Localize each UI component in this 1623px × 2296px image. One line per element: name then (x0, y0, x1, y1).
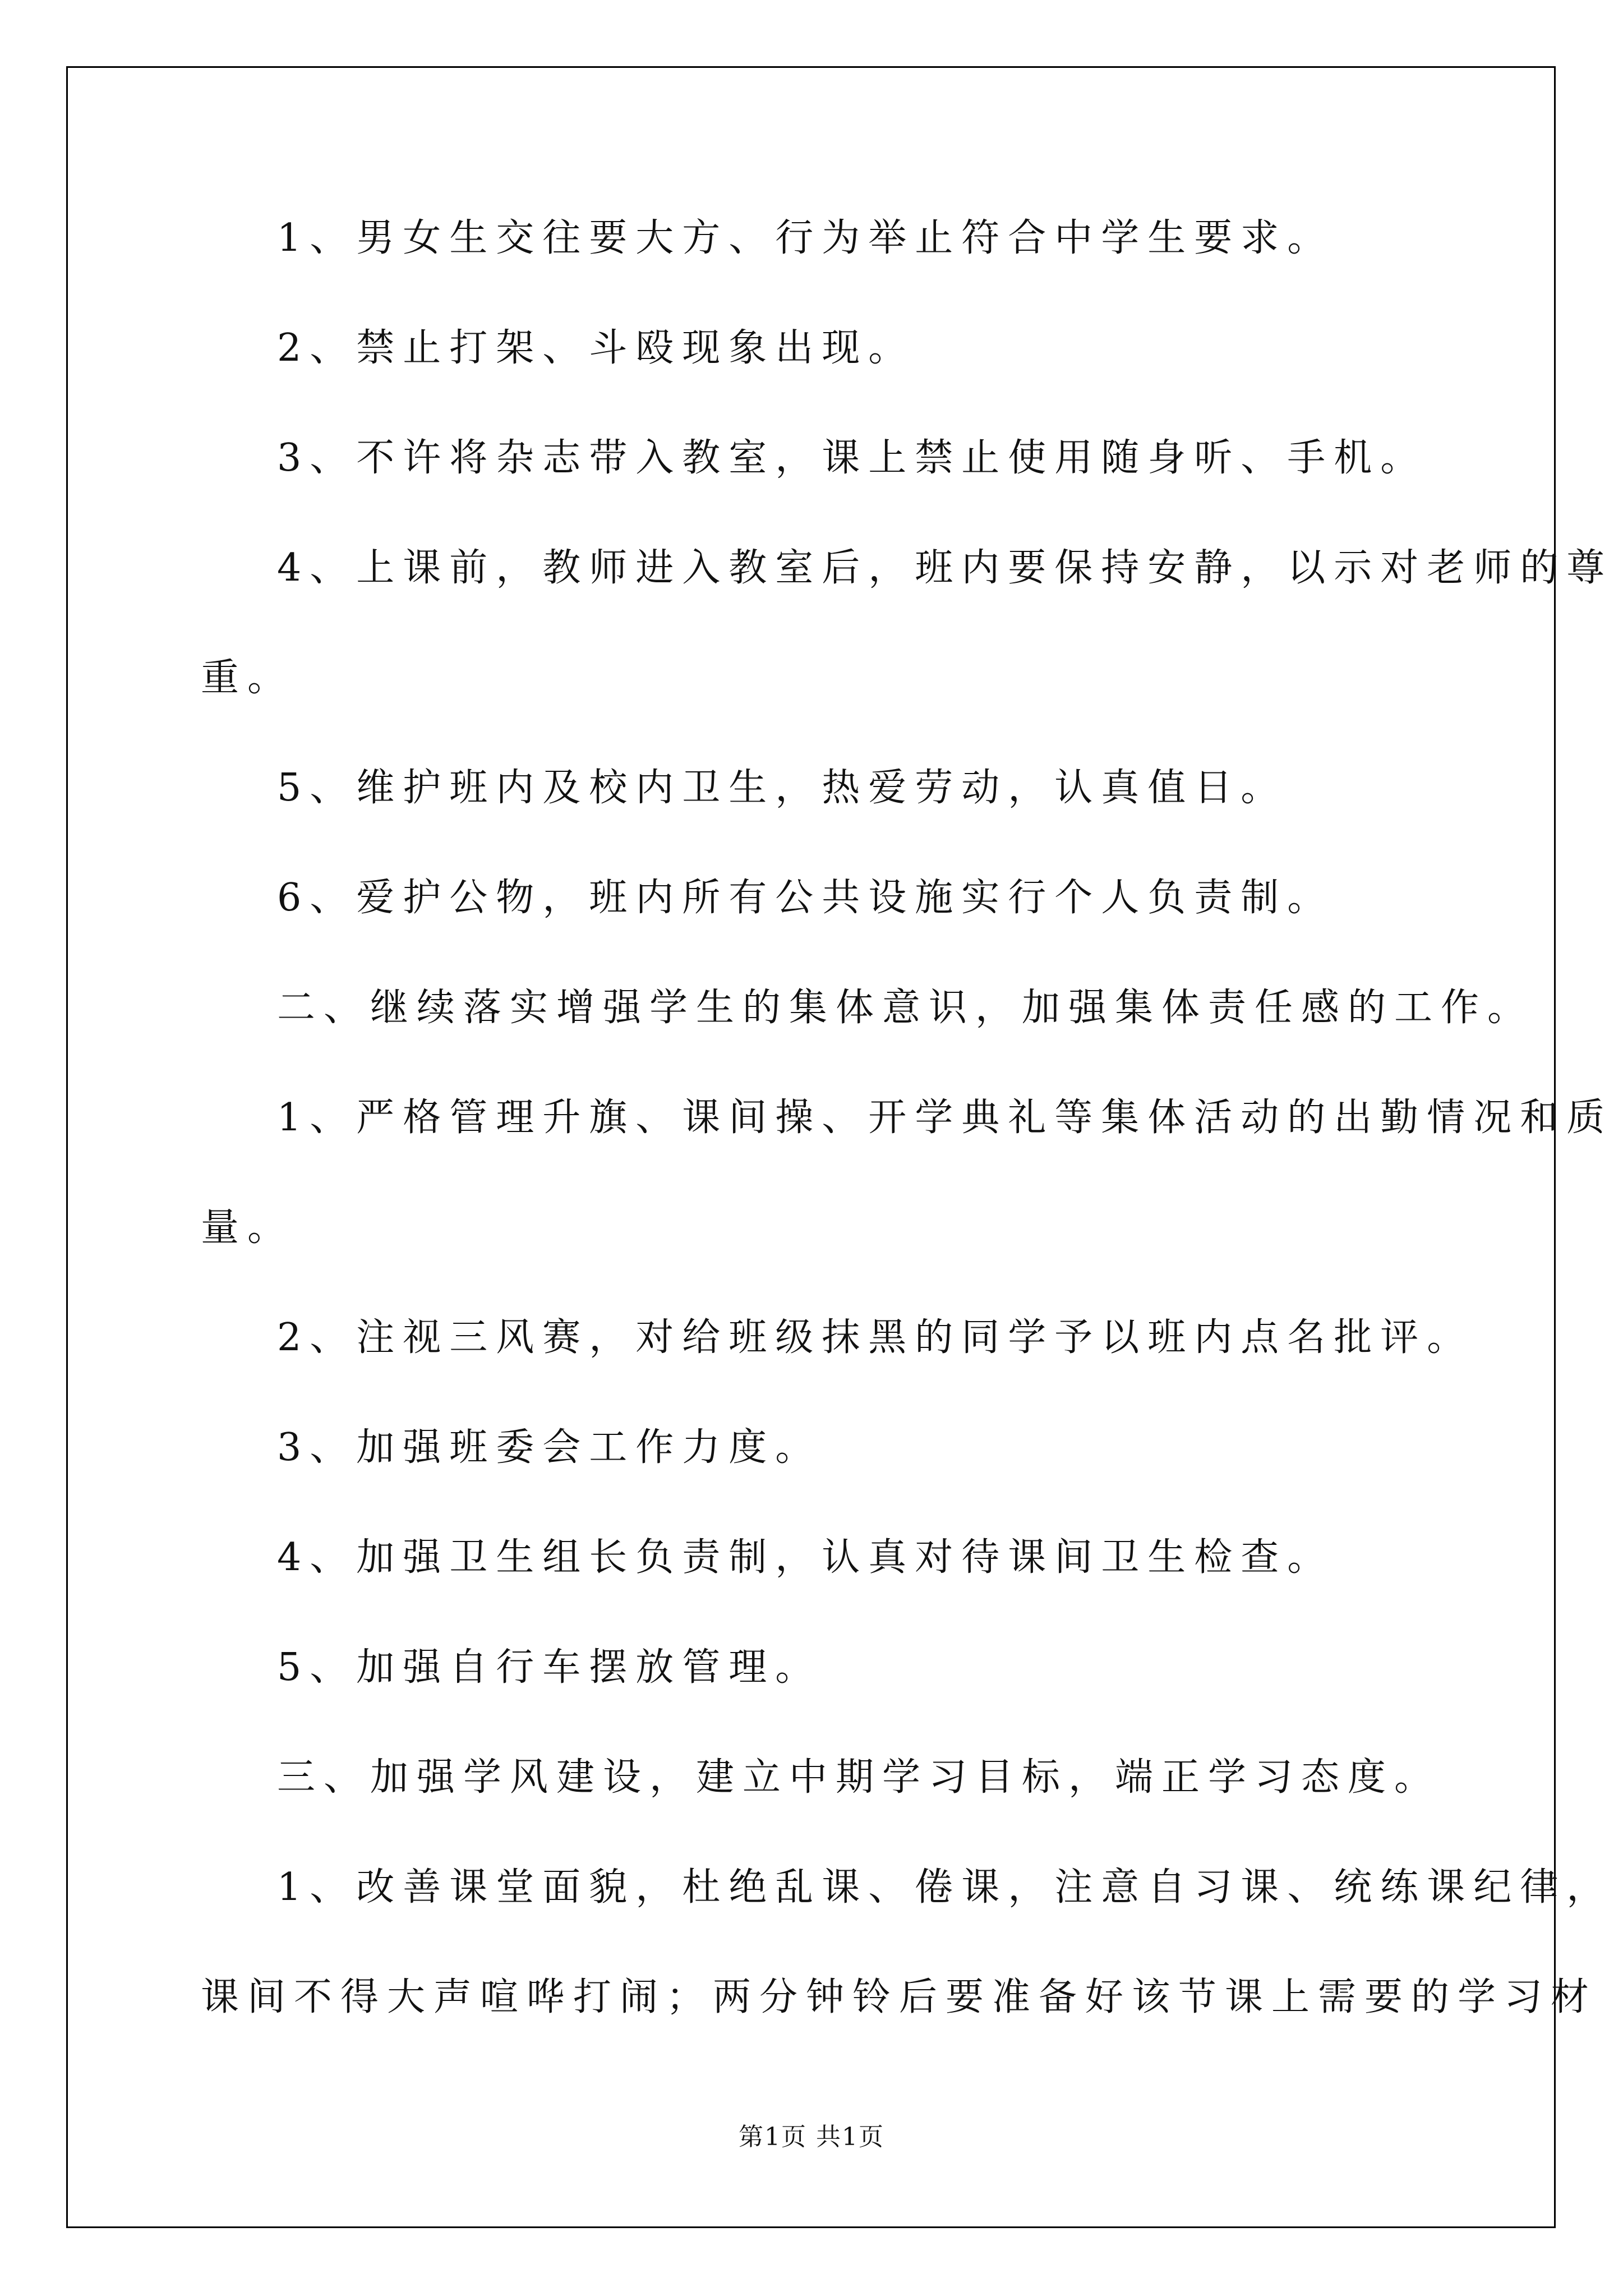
page-footer: 第1页 共1页 (739, 2123, 884, 2151)
text-line: 5、加强自行车摆放管理。 (277, 1645, 822, 1690)
text-line: 2、注视三风赛，对给班级抹黑的同学予以班内点名批评。 (277, 1315, 1474, 1360)
text-line: 1、改善课堂面貌，杜绝乱课、倦课，注意自习课、统练课纪律， (277, 1865, 1613, 1910)
text-line: 3、不许将杂志带入教室，课上禁止使用随身听、手机。 (277, 436, 1427, 480)
text-line: 课间不得大声喧哗打闹；两分钟铃后要准备好该节课上需要的学习材 (201, 1975, 1598, 2019)
text-line: 5、维护班内及校内卫生，热爱劳动，认真值日。 (277, 766, 1288, 810)
text-line: 1、男女生交往要大方、行为举止符合中学生要求。 (277, 216, 1334, 260)
text-line: 量。 (201, 1205, 294, 1250)
text-line: 3、加强班委会工作力度。 (277, 1425, 822, 1470)
text-line: 1、严格管理升旗、课间操、开学典礼等集体活动的出勤情况和质 (277, 1096, 1613, 1140)
text-line: 6、爱护公物，班内所有公共设施实行个人负责制。 (277, 876, 1334, 920)
section-heading: 三、加强学风建设，建立中期学习目标，端正学习态度。 (277, 1755, 1441, 1800)
section-heading: 二、继续落实增强学生的集体意识，加强集体责任感的工作。 (277, 986, 1534, 1030)
text-line: 4、加强卫生组长负责制，认真对待课间卫生检查。 (277, 1535, 1334, 1580)
text-line: 4、上课前，教师进入教室后，班内要保持安静，以示对老师的尊 (277, 546, 1613, 590)
text-line: 重。 (201, 656, 294, 700)
text-line: 2、禁止打架、斗殴现象出现。 (277, 326, 915, 370)
